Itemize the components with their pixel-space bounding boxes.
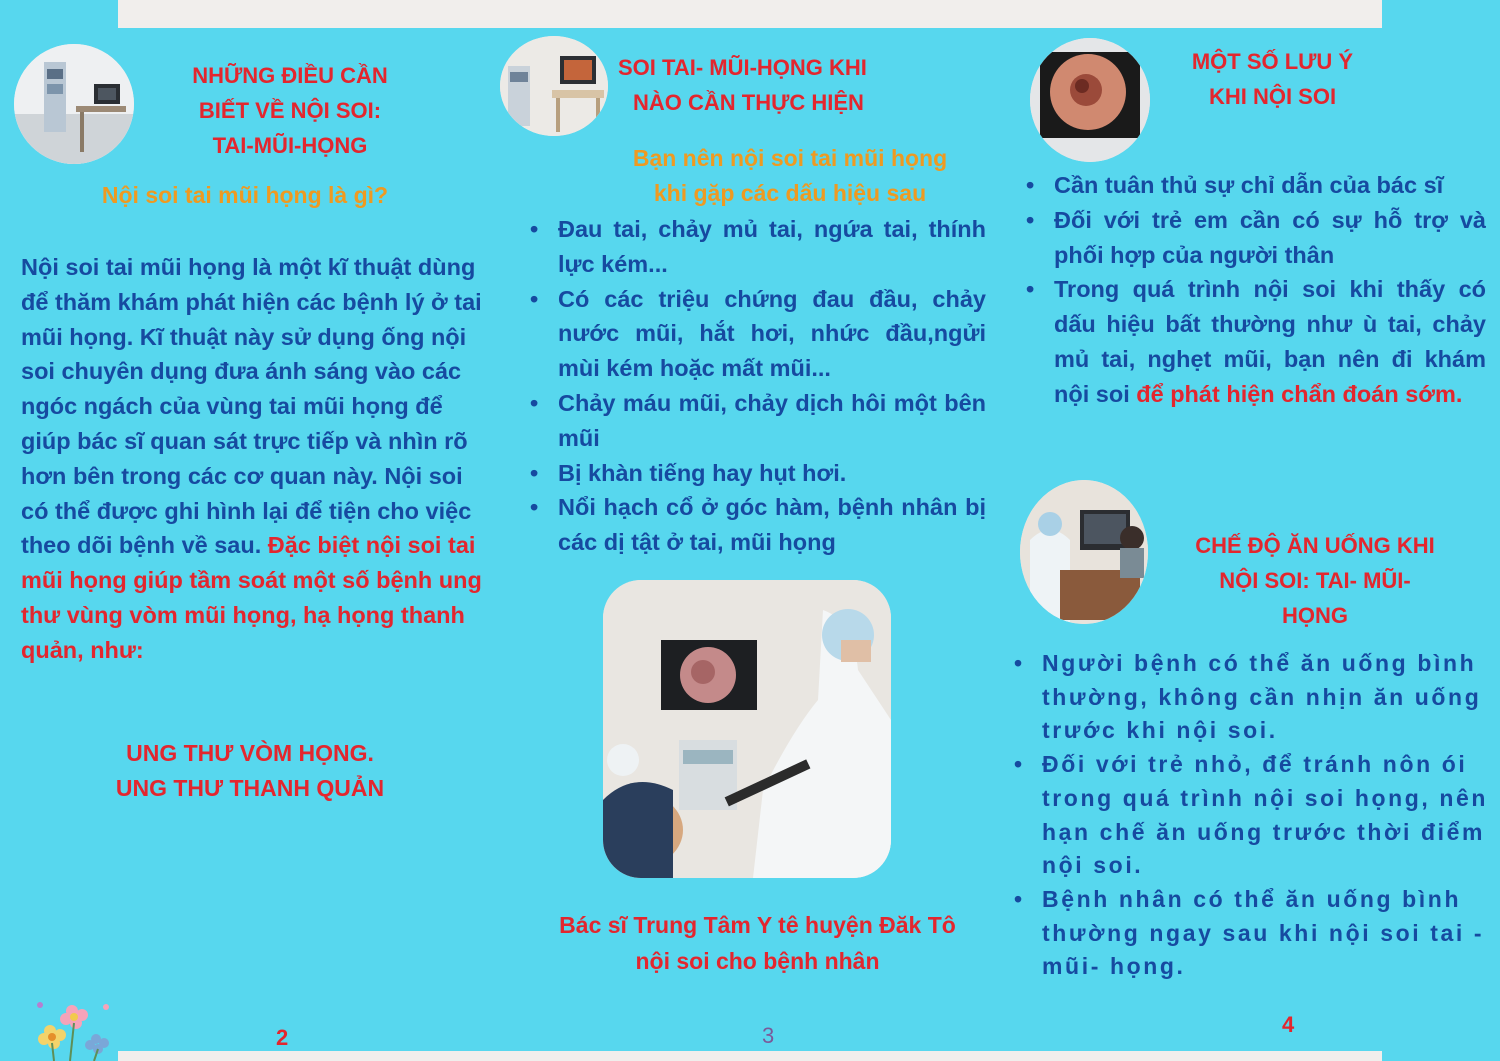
list-item: • Nổi hạch cổ ở góc hàm, bệnh nhân bị các dị tật ở tai, mũi họng bbox=[528, 490, 986, 560]
list-item: • Cần tuân thủ sự chỉ dẫn của bác sĩ bbox=[1024, 168, 1486, 203]
list-item: • Chảy máu mũi, chảy dịch hôi một bên mũi bbox=[528, 386, 986, 456]
endoscopy-equipment-photo bbox=[500, 36, 608, 136]
definition-paragraph bbox=[21, 250, 487, 668]
notes-title bbox=[1150, 44, 1395, 114]
title-line: NHỮNG ĐIỀU CẦN bbox=[192, 63, 388, 88]
notes-list bbox=[1024, 168, 1486, 412]
list-item: • Đau tai, chảy mủ tai, ngứa tai, thính lực kém... bbox=[528, 212, 986, 282]
diet-list bbox=[1012, 647, 1490, 984]
caption-line: nội soi cho bệnh nhân bbox=[635, 948, 880, 974]
cancer-item: UNG THƯ THANH QUẢN bbox=[115, 775, 385, 801]
note-highlight: để phát hiện chẩn đoán sớm. bbox=[1136, 380, 1463, 407]
panel-title bbox=[160, 58, 420, 163]
title-line: CHẾ ĐỘ ĂN UỐNG KHI bbox=[1195, 533, 1435, 558]
title-line: HỌNG bbox=[1282, 603, 1348, 628]
page-number: 3 bbox=[762, 1023, 775, 1048]
list-item: • Người bệnh có thể ăn uống bình thường, không cần nhịn ăn uống trước khi nội soi. bbox=[1012, 647, 1490, 748]
diet-title bbox=[1170, 528, 1460, 633]
list-item: • Đối với trẻ nhỏ, để tránh nôn ói trong quá trình nội soi họng, nên hạn chế ăn uống trước thời điểm nội soi. bbox=[1012, 748, 1490, 883]
question-subtitle: Nội soi tai mũi họng là gì? bbox=[101, 182, 389, 208]
cancer-list bbox=[20, 736, 480, 806]
list-item: • Bệnh nhân có thể ăn uống bình thường ngay sau khi nội soi tai - mũi- họng. bbox=[1012, 883, 1490, 984]
panel-when-needed bbox=[500, 0, 1000, 1061]
signs-subtitle bbox=[580, 141, 1000, 211]
note-text: Trong quá trình nội soi khi thấy có dấu hiệu bất thường như ù tai, chảy mủ tai, nghẹt mũi, bạn nên đi khám nội soi bbox=[1054, 276, 1486, 407]
clinic-room-photo bbox=[14, 44, 134, 164]
subtitle-line: khi gặp các dấu hiệu sau bbox=[653, 180, 927, 206]
screening-text: Đặc biệt nội soi tai mũi họng giúp tầm soát một số bệnh ung thư vùng vòm mũi họng, hạ họng thanh quản, như: bbox=[21, 532, 482, 663]
list-item: • Bị khàn tiếng hay hụt hơi. bbox=[528, 456, 986, 491]
photo-caption bbox=[520, 907, 995, 979]
title-line: BIẾT VỀ NỘI SOI: bbox=[198, 98, 382, 123]
definition-text: Nội soi tai mũi họng là một kĩ thuật dùng để thăm khám phát hiện các bệnh lý ở tai mũi họng. Kĩ thuật này sử dụng ống nội soi chuyên dụng đưa ánh sáng vào các ngóc ngách của vùng tai mũi họng để giúp bác sĩ quan sát trực tiếp và nhìn rõ hơn bên trong các cơ quan này. Nội soi có thể được ghi hình lại để tiện cho việc theo dõi bệnh về sau. bbox=[21, 254, 482, 559]
cancer-item: UNG THƯ VÒM HỌNG. bbox=[126, 740, 374, 766]
title-line: TAI-MŨI-HỌNG bbox=[212, 133, 368, 158]
signs-list bbox=[528, 212, 986, 560]
doctor-endoscopy-photo bbox=[603, 580, 891, 878]
title-line: SOI TAI- MŨI-HỌNG KHI bbox=[618, 55, 867, 80]
list-item: • Có các triệu chứng đau đầu, chảy nước mũi, hắt hơi, nhức đầu,ngửi mùi kém hoặc mất mũi... bbox=[528, 282, 986, 386]
page-number: 2 bbox=[276, 1025, 289, 1050]
panel-title bbox=[618, 50, 918, 120]
title-line: KHI NỘI SOI bbox=[1208, 84, 1337, 109]
patient-exam-photo bbox=[1020, 480, 1148, 624]
panel-notes-and-diet bbox=[1000, 0, 1500, 1061]
subtitle-line: Bạn nên nội soi tai mũi họng bbox=[632, 145, 948, 171]
title-line: NÀO CẦN THỰC HIỆN bbox=[633, 90, 864, 115]
flower-decoration bbox=[10, 991, 120, 1061]
list-item: • Đối với trẻ em cần có sự hỗ trợ và phối hợp của người thân bbox=[1024, 203, 1486, 273]
title-line: NỘI SOI: TAI- MŨI- bbox=[1219, 568, 1411, 593]
ear-endoscope-image bbox=[1030, 38, 1150, 162]
title-line: MỘT SỐ LƯU Ý bbox=[1191, 49, 1354, 74]
page-number: 4 bbox=[1282, 1012, 1295, 1037]
list-item bbox=[1024, 272, 1486, 411]
caption-line: Bác sĩ Trung Tâm Y tê huyện Đăk Tô bbox=[559, 912, 956, 938]
panel-what-is-endoscopy bbox=[0, 0, 500, 1061]
